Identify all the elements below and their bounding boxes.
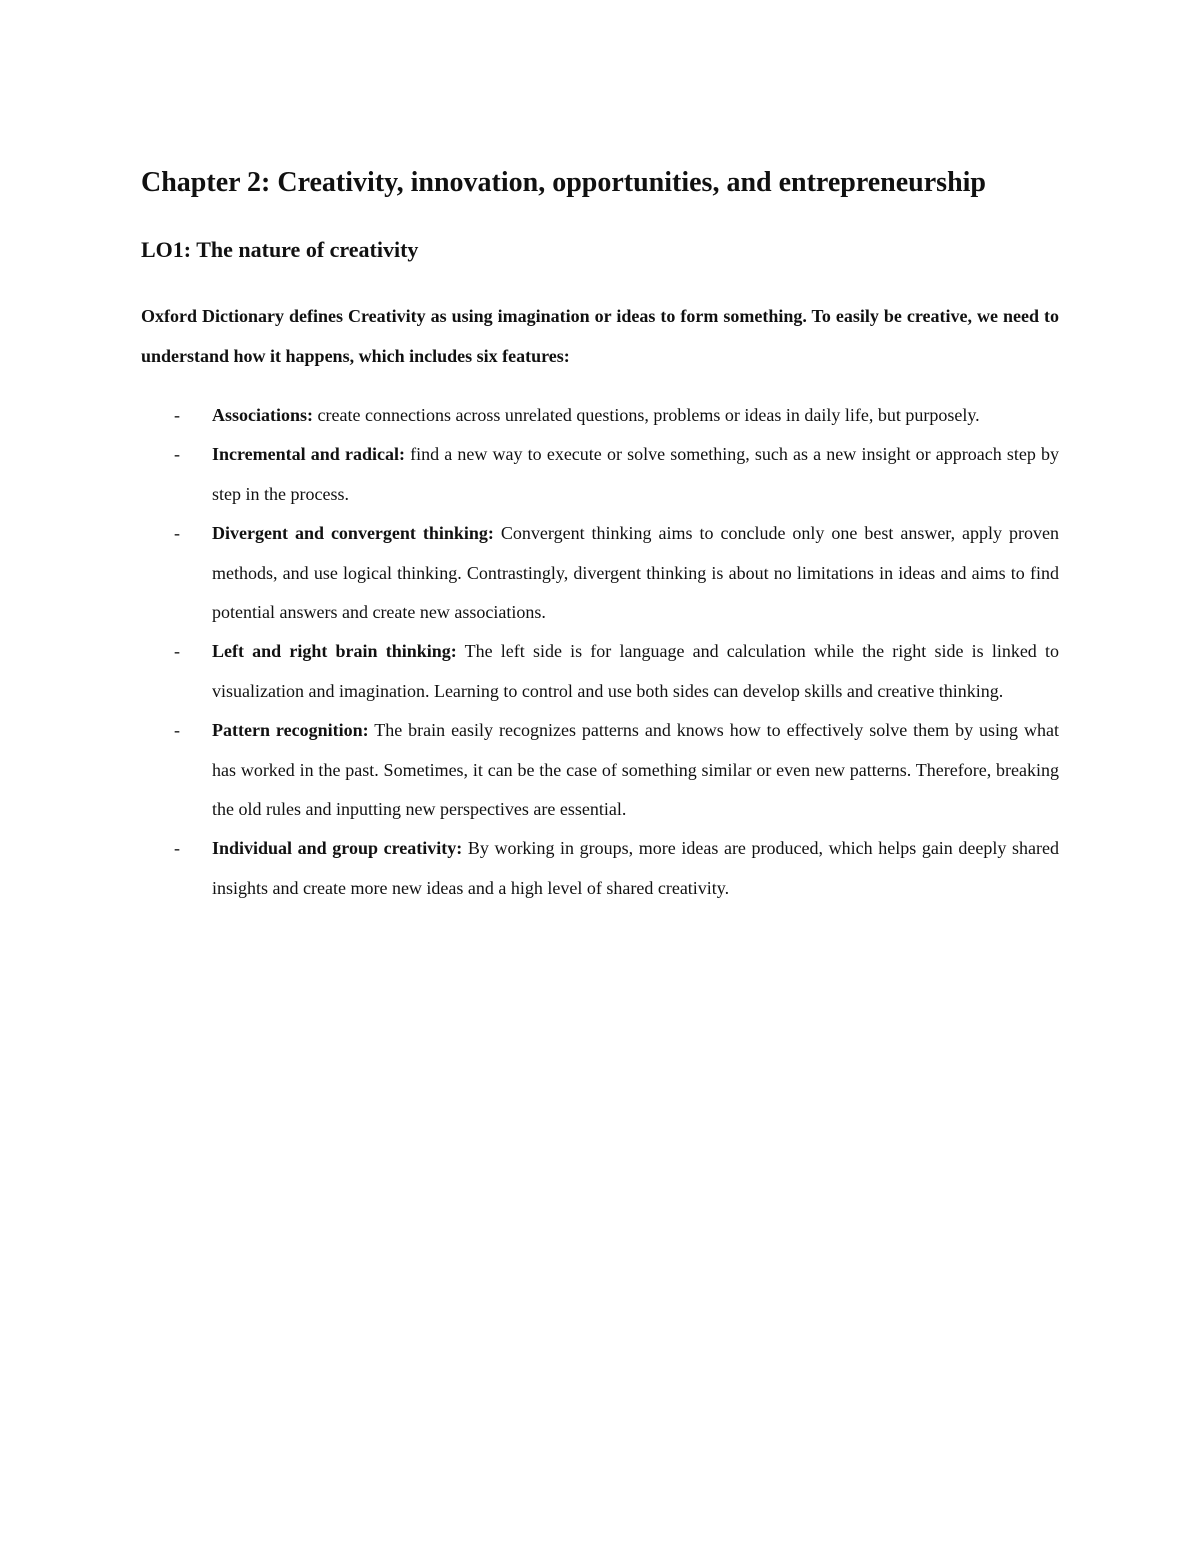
feature-term: Associations:: [212, 405, 314, 425]
feature-text: By working in groups, more ideas are produced, which helps gain deeply shared insights and create more new ideas and a high level of shared creativity.: [212, 838, 1059, 898]
bullet-dash: -: [174, 405, 180, 425]
feature-text: The left side is for language and calculation while the right side is linked to visualization and imagination. Learning to control and use both sides can develop skills and creative thinking.: [212, 641, 1059, 701]
list-item: [141, 514, 1059, 632]
intro-paragraph: Oxford Dictionary defines Creativity as using imagination or ideas to form something. To easily be creative, we need to understand how it happens, which includes six features:: [141, 306, 1059, 366]
features-list: [141, 396, 1059, 908]
bullet-dash: -: [174, 444, 180, 465]
list-item: [141, 396, 1059, 435]
document-body: [141, 158, 1059, 908]
list-item: [141, 829, 1059, 908]
feature-text: find a new way to execute or solve something, such as a new insight or approach step by step in the process.: [212, 444, 1059, 504]
bullet-dash: -: [174, 523, 180, 544]
feature-term: Pattern recognition:: [212, 720, 369, 741]
feature-text: create connections across unrelated questions, problems or ideas in daily life, but purposely.: [313, 405, 980, 425]
feature-text: The brain easily recognizes patterns and knows how to effectively solve them by using what has worked in the past. Sometimes, it can be the case of something similar or even new patterns. Therefore, breaking the old rules and inputting new perspectives are essential.: [212, 720, 1059, 820]
bullet-dash: -: [174, 838, 180, 859]
feature-term: Individual and group creativity:: [212, 838, 463, 859]
feature-term: Left and right brain thinking:: [212, 641, 457, 662]
bullet-dash: -: [174, 720, 180, 741]
feature-term: Divergent and convergent thinking:: [212, 523, 494, 544]
feature-term: Incremental and radical:: [212, 444, 405, 465]
bullet-dash: -: [174, 641, 180, 662]
section-title: LO1: The nature of creativity: [141, 237, 419, 262]
chapter-title: Chapter 2: Creativity, innovation, opportunities, and entrepreneurship: [141, 167, 987, 198]
list-item: [141, 711, 1059, 829]
feature-text: Convergent thinking aims to conclude only one best answer, apply proven methods, and use logical thinking. Contrastingly, divergent thinking is about no limitations in ideas and aims to find potential answers and create new associations.: [212, 523, 1060, 623]
list-item: [141, 632, 1059, 711]
list-item: [141, 435, 1059, 514]
